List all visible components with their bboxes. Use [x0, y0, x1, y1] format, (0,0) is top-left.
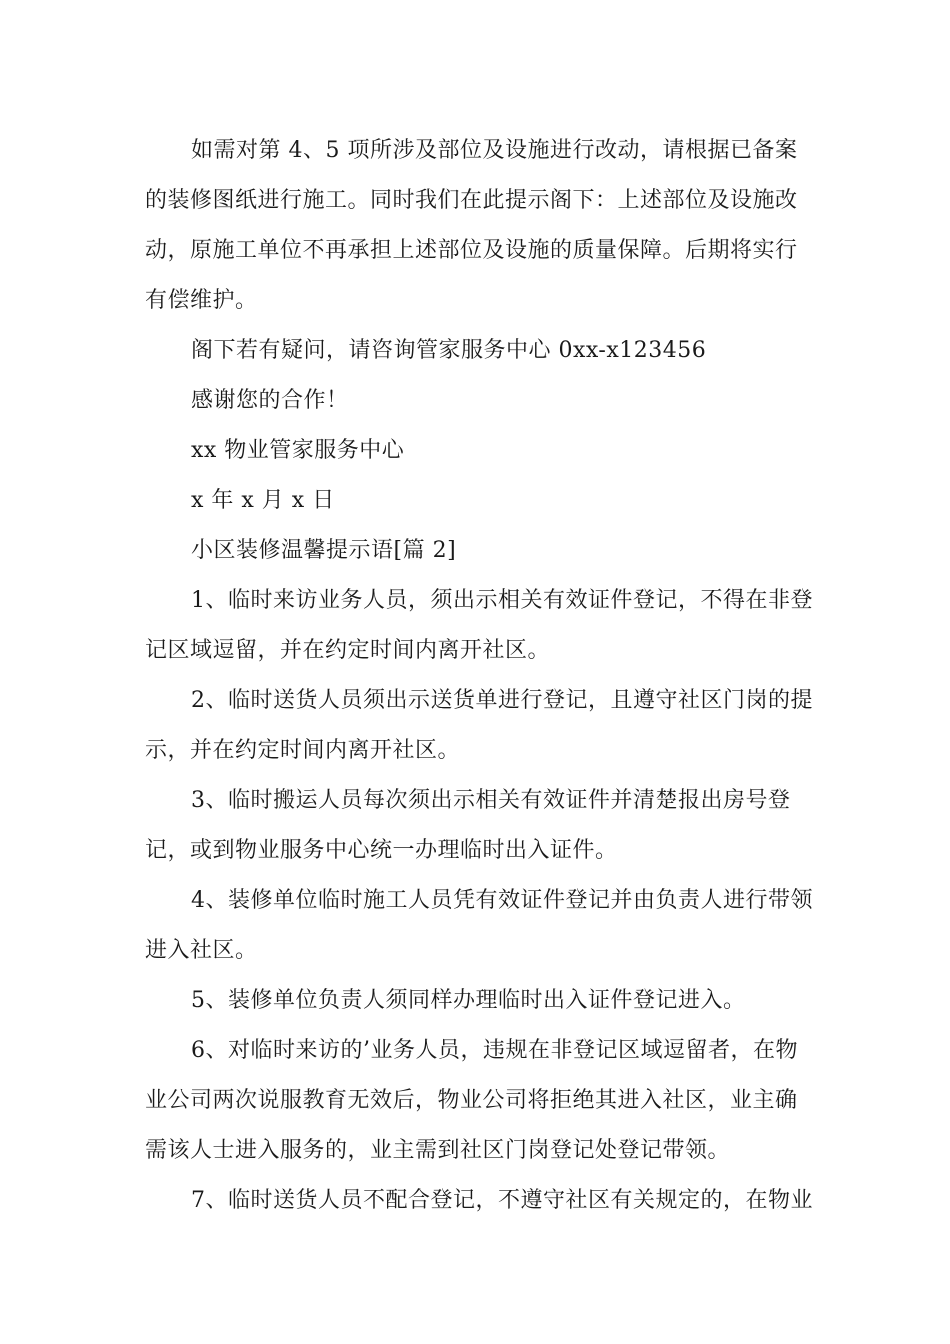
document-body [145, 126, 815, 1226]
list-item-5: 5、装修单位负责人须同样办理临时出入证件登记进入。 [191, 988, 746, 1013]
paragraph-thanks: 感谢您的合作！ [191, 388, 349, 413]
list-item-3: 3、临时搬运人员每次须出示相关有效证件并清楚报出房号登记，或到物业服务中心统一办理临时出入证件。 [145, 788, 791, 863]
section-heading: 小区装修温馨提示语[篇 2] [191, 538, 457, 563]
paragraph-date: x 年 x 月 x 日 [191, 488, 335, 513]
list-item-7: 7、临时送货人员不配合登记，不遵守社区有关规定的，在物业 [191, 1188, 813, 1213]
paragraph-renovation-notice: 如需对第 4、5 项所涉及部位及设施进行改动，请根据已备案的装修图纸进行施工。同时我们在此提示阁下：上述部位及设施改动，原施工单位不再承担上述部位及设施的质量保障。后期将实行有偿维护。 [145, 138, 798, 313]
list-item-1: 1、临时来访业务人员，须出示相关有效证件登记，不得在非登记区域逗留，并在约定时间内离开社区。 [145, 588, 813, 663]
paragraph-signature: xx 物业管家服务中心 [191, 438, 405, 463]
list-item-2: 2、临时送货人员须出示送货单进行登记，且遵守社区门岗的提示，并在约定时间内离开社区。 [145, 688, 813, 763]
list-item-4: 4、装修单位临时施工人员凭有效证件登记并由负责人进行带领进入社区。 [145, 888, 813, 963]
list-item-6: 6、对临时来访的’业务人员，违规在非登记区域逗留者，在物业公司两次说服教育无效后，物业公司将拒绝其进入社区，业主确需该人士进入服务的，业主需到社区门岗登记处登记带领。 [145, 1038, 798, 1163]
paragraph-contact: 阁下若有疑问，请咨询管家服务中心 0xx-x123456 [191, 338, 707, 363]
